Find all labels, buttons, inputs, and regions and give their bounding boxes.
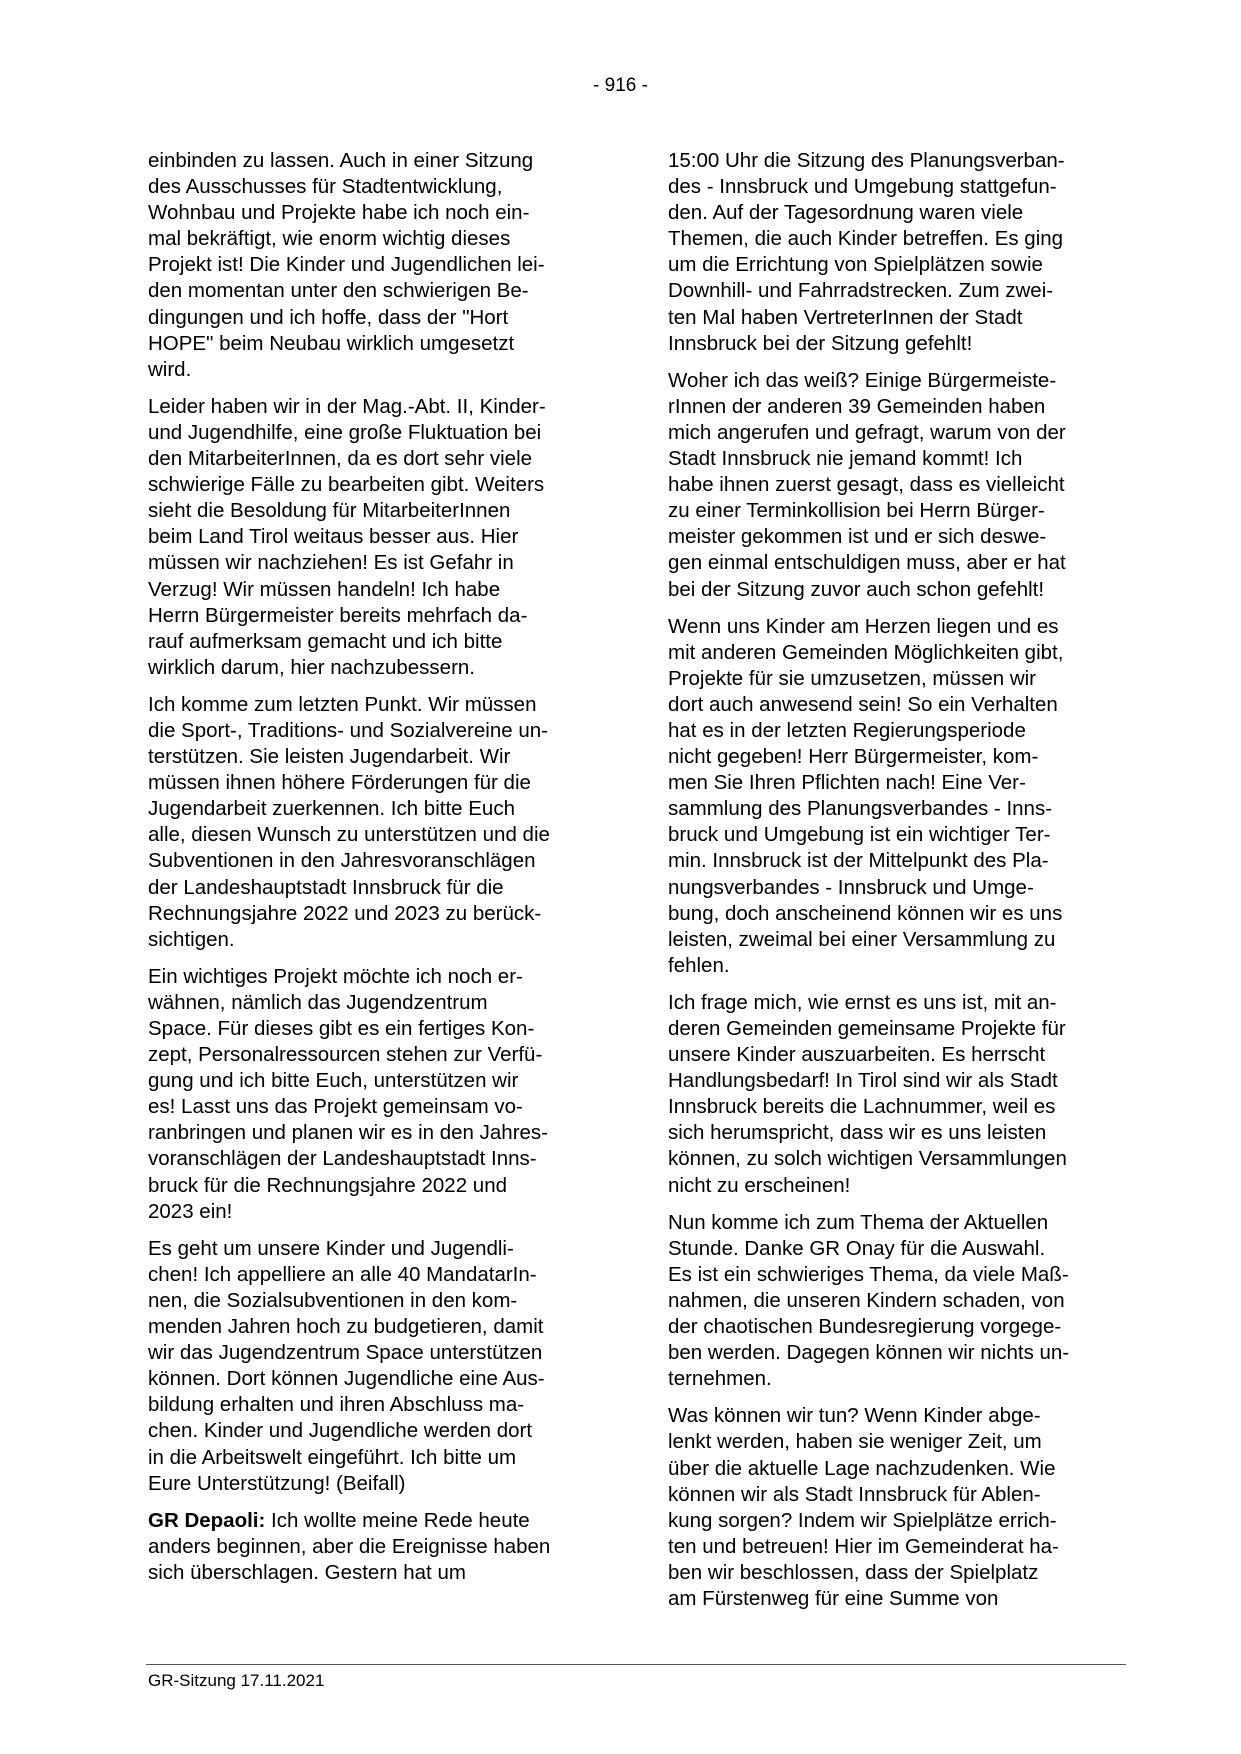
paragraph: Ich komme zum letzten Punkt. Wir müssen die Sport-, Traditions- und Sozialvereine un- terstützen. Sie leisten Jugendarbeit. Wir müssen ihnen höhere Förderungen für die Jugendarbeit zuerkennen. Ich bitte Euch alle, diesen Wunsch zu unterstützen und die Subventionen in den Jahresvoranschlägen der Landeshauptstadt Innsbruck für die Rechnungsjahre 2022 und 2023 zu berück- sichtigen. bbox=[148, 692, 550, 951]
right-column bbox=[668, 148, 1128, 1623]
paragraph: einbinden zu lassen. Auch in einer Sitzung des Ausschusses für Stadtentwicklung, Wohnbau und Projekte habe ich noch ein- mal bekräftigt, wie enorm wichtig dieses Projekt ist! Die Kinder und Jugendlichen lei- den momentan unter den schwierigen Be- dingungen und ich hoffe, dass der "Hort HOPE" beim Neubau wirklich umgesetzt wird. bbox=[148, 149, 545, 381]
footer-divider bbox=[146, 1664, 1126, 1665]
paragraph: Leider haben wir in der Mag.-Abt. II, Kinder- und Jugendhilfe, eine große Fluktuation bei den MitarbeiterInnen, da es dort sehr viele schwierige Fälle zu bearbeiten gibt. Weiters sieht die Besoldung für MitarbeiterInnen beim Land Tirol weitaus besser aus. Hier müssen wir nachziehen! Es ist Gefahr in Verzug! Wir müssen handeln! Ich habe Herrn Bürgermeister bereits mehrfach da- rauf aufmerksam gemacht und ich bitte wirklich darum, hier nachzubessern. bbox=[148, 394, 546, 679]
left-column bbox=[148, 148, 608, 1597]
speaker-label: GR Depaoli: bbox=[148, 1508, 266, 1532]
paragraph: Es geht um unsere Kinder und Jugendli- chen! Ich appelliere an alle 40 MandatarIn- nen, die Sozialsubventionen in den kom- menden Jahren hoch zu budgetieren, damit wir das Jugendzentrum Space unterstützen können. Dort können Jugendliche eine Aus- bildung erhalten und ihren Abschluss ma- chen. Kinder und Jugendliche werden dort in die Arbeitswelt eingeführt. Ich bitte um Eure Unterstützung! (Beifall) bbox=[148, 1236, 545, 1495]
paragraph: Ich frage mich, wie ernst es uns ist, mit an- deren Gemeinden gemeinsame Projekte für unsere Kinder auszuarbeiten. Es herrscht Handlungsbedarf! In Tirol sind wir als Stadt Innsbruck bereits die Lachnummer, weil es sich herumspricht, dass wir es uns leisten können, zu solch wichtigen Versammlungen nicht zu erscheinen! bbox=[668, 990, 1067, 1197]
paragraph: Woher ich das weiß? Einige Bürgermeiste- rInnen der anderen 39 Gemeinden haben mich angerufen und gefragt, warum von der Stadt Innsbruck nie jemand kommt! Ich habe ihnen zuerst gesagt, dass es vielleicht zu einer Terminkollision bei Herrn Bürger- meister gekommen ist und er sich deswe- gen einmal entschuldigen muss, aber er hat bei der Sitzung zuvor auch schon gefehlt! bbox=[668, 368, 1066, 601]
paragraph: 15:00 Uhr die Sitzung des Planungsverban- des - Innsbruck und Umgebung stattgefun- den. Auf der Tagesordnung waren viele Themen, die auch Kinder betreffen. Es ging um die Errichtung von Spielplätzen sowie Downhill- und Fahrradstrecken. Zum zwei- ten Mal haben VertreterInnen der Stadt Innsbruck bei der Sitzung gefehlt! bbox=[668, 149, 1065, 355]
paragraph: Was können wir tun? Wenn Kinder abge- lenkt werden, haben sie weniger Zeit, um über die aktuelle Lage nachzudenken. Wie können wir als Stadt Innsbruck für Ablen- kung sorgen? Indem wir Spielplätze errich- ten und betreuen! Hier im Gemeinderat ha- ben wir beschlossen, dass der Spielplatz am Fürstenweg für eine Summe von bbox=[668, 1404, 1059, 1610]
paragraph: Nun komme ich zum Thema der Aktuellen Stunde. Danke GR Onay für die Auswahl. Es ist ein schwieriges Thema, da viele Maß- nahmen, die unseren Kindern schaden, von der chaotischen Bundesregierung vorgege- ben werden. Dagegen können wir nichts un- ternehmen. bbox=[668, 1210, 1070, 1391]
page-number: - 916 - bbox=[593, 75, 648, 96]
paragraph-speaker-depaoli bbox=[148, 1508, 608, 1586]
speaker-text: Ich wollte meine Rede heute anders beginnen, aber die Ereignisse haben sich überschlagen. Gestern hat um bbox=[148, 1508, 551, 1584]
footer-session-date: GR-Sitzung 17.11.2021 bbox=[148, 1671, 325, 1690]
paragraph: Wenn uns Kinder am Herzen liegen und es mit anderen Gemeinden Möglichkeiten gibt, Projekte für sie umzusetzen, müssen wir dort auch anwesend sein! So ein Verhalten hat es in der letzten Regierungsperiode nicht gegeben! Herr Bürgermeister, kom- men Sie Ihren Pflichten nach! Eine Ver- sammlung des Planungsverbandes - Inns- bruck und Umgebung ist ein wichtiger Ter- min. Innsbruck ist der Mittelpunkt des Pla- nungsverbandes - Innsbruck und Umge- bung, doch anscheinend können wir es uns leisten, zweimal bei einer Versammlung zu fehlen. bbox=[668, 614, 1064, 977]
paragraph: Ein wichtiges Projekt möchte ich noch er- wähnen, nämlich das Jugendzentrum Space. Für dieses gibt es ein fertiges Kon- zept, Personalressourcen stehen zur Verfü- gung und ich bitte Euch, unterstützen wir es! Lasst uns das Projekt gemeinsam vo- ranbringen und planen wir es in den Jahres- voranschlägen der Landeshauptstadt Inns- bruck für die Rechnungsjahre 2022 und 2023 ein! bbox=[148, 964, 549, 1223]
